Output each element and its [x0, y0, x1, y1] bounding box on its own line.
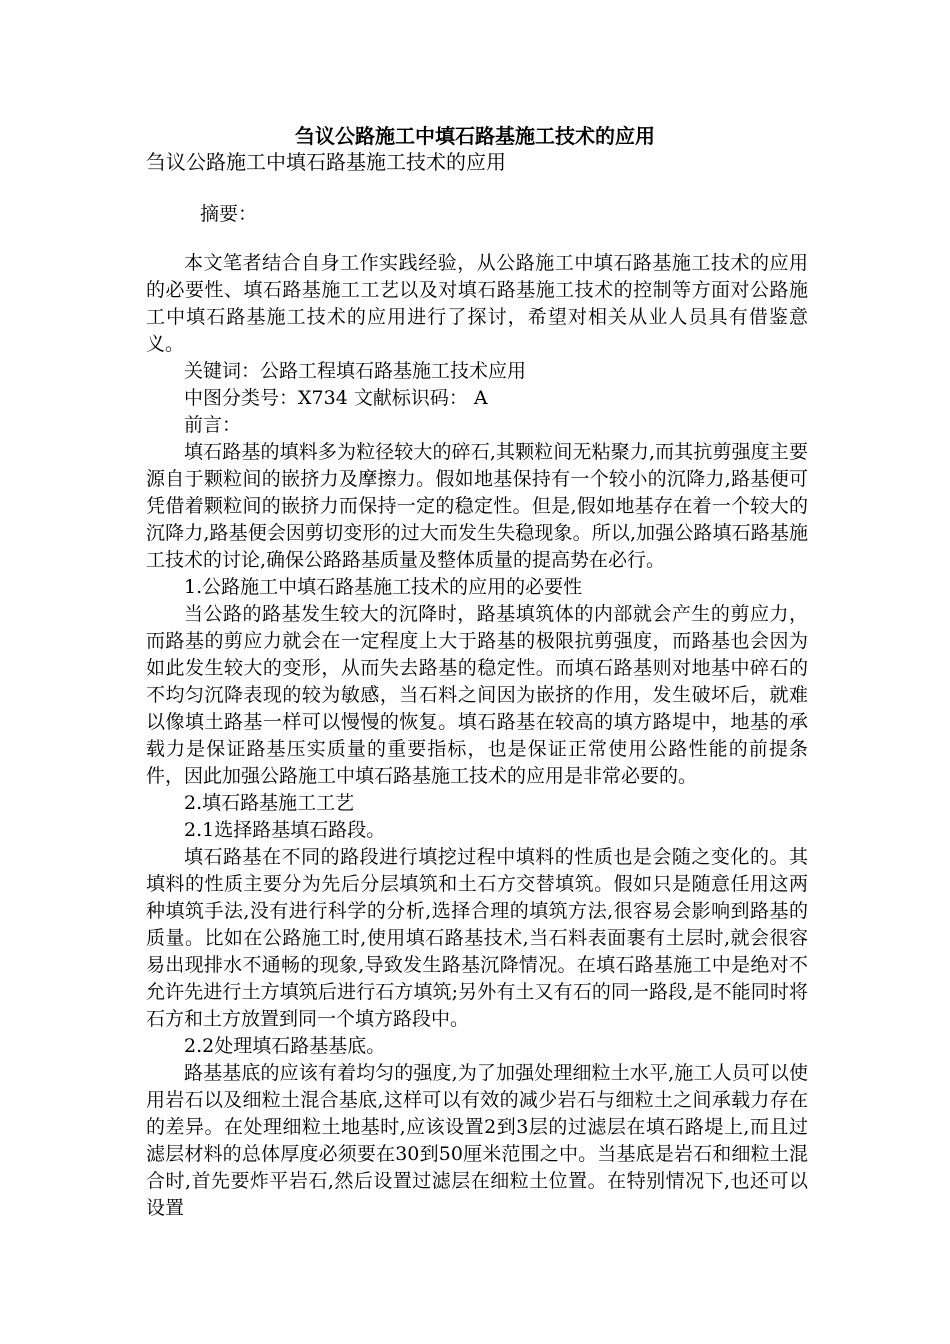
preface-paragraph: 填石路基的填料多为粒径较大的碎石,其颗粒间无粘聚力,而其抗剪强度主要源自于颗粒间的嵌挤力及摩擦力。假如地基保持有一个较小的沉降力,路基便可凭借着颗粒间的嵌挤力而保持一定的稳定性。但是,假如地基存在着一个较大的沉降力,路基便会因剪切变形的过大而发生失稳现象。所以,加强公路填石路基施工技术的讨论,确保公路路基质量及整体质量的提高势在必行。: [146, 441, 808, 571]
preface-heading: 前言：: [184, 414, 242, 436]
section-1-paragraph: 当公路的路基发生较大的沉降时，路基填筑体的内部就会产生的剪应力，而路基的剪应力就会在一定程度上大于路基的极限抗剪强度，而路基也会因为如此发生较大的变形，从而失去路基的稳定性。而填石路基则对地基中碎石的不均匀沉降表现的较为敏感，当石料之间因为嵌挤的作用，发生破坏后，就难以像填土路基一样可以慢慢的恢复。填石路基在较高的填方路堤中，地基的承载力是保证路基压实质量的重要指标，也是保证正常使用公路性能的前提条件，因此加强公路施工中填石路基施工技术的应用是非常必要的。: [146, 603, 808, 787]
classification-line: 中图分类号：X734 文献标识码： A: [184, 387, 488, 409]
section-2-1-heading: 2.1选择路基填石路段。: [184, 819, 386, 841]
document-subtitle: 刍议公路施工中填石路基施工技术的应用: [146, 150, 506, 174]
document-title: 刍议公路施工中填石路基施工技术的应用: [295, 124, 655, 148]
document-body: [146, 250, 808, 1222]
keywords-line: 关键词：公路工程填石路基施工技术应用: [184, 360, 527, 382]
section-2-1-paragraph: 填石路基在不同的路段进行填挖过程中填料的性质也是会随之变化的。其填料的性质主要分为先后分层填筑和土石方交替填筑。假如只是随意任用这两种填筑手法,没有进行科学的分析,选择合理的填筑方法,很容易会影响到路基的质量。比如在公路施工时,使用填石路基技术,当石料表面裹有土层时,就会很容易出现排水不通畅的现象,导致发生路基沉降情况。在填石路基施工中是绝对不允许先进行土方填筑后进行石方填筑;另外有土又有石的同一路段,是不能同时将石方和土方放置到同一个填方路段中。: [146, 846, 808, 1030]
abstract-label: 摘要：: [200, 203, 258, 225]
section-2-2-heading: 2.2处理填石路基基底。: [184, 1035, 386, 1057]
section-2-heading: 2.填石路基施工工艺: [184, 792, 355, 814]
section-1-heading: 1.公路施工中填石路基施工技术的应用的必要性: [184, 576, 583, 598]
abstract-paragraph: 本文笔者结合自身工作实践经验，从公路施工中填石路基施工技术的应用的必要性、填石路基施工工艺以及对填石路基施工技术的控制等方面对公路施工中填石路基施工技术的应用进行了探讨，希望对相关从业人员具有借鉴意义。: [146, 252, 808, 355]
section-2-2-paragraph: 路基基底的应该有着均匀的强度,为了加强处理细粒土水平,施工人员可以使用岩石以及细粒土混合基底,这样可以有效的减少岩石与细粒土之间承载力存在的差异。在处理细粒土地基时,应该设置2到3层的过滤层在填石路堤上,而且过滤层材料的总体厚度必须要在30到50厘米范围之中。当基底是岩石和细粒土混合时,首先要炸平岩石,然后设置过滤层在细粒土位置。在特别情况下,也还可以设置: [146, 1062, 808, 1219]
